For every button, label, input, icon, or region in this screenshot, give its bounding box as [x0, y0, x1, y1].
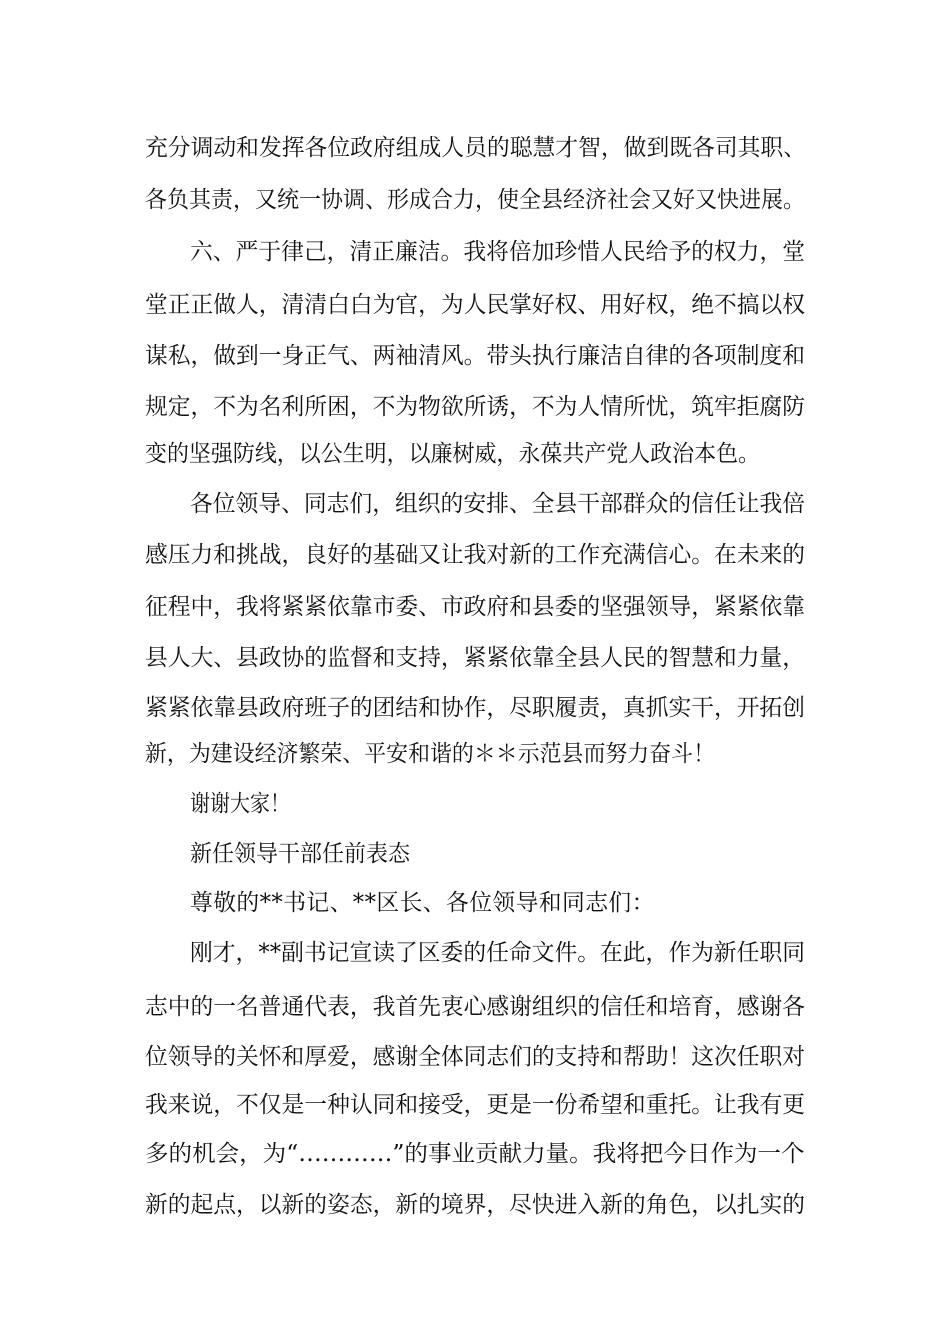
text-line-4: 堂正正做人，清清白白为官，为人民掌好权、用好权，绝不搞以权: [145, 292, 805, 318]
text-line-19: 位领导的关怀和厚爱，感谢全体同志们的支持和帮助！这次任职对: [145, 1044, 805, 1070]
salutation-line: 尊敬的**书记、**区长、各位领导和同志们：: [190, 890, 655, 916]
text-line-7: 变的坚强防线，以公生明，以廉树威，永葆共产党人政治本色。: [145, 441, 760, 467]
text-line-1: 充分调动和发挥各位政府组成人员的聪慧才智，做到既各司其职、: [145, 135, 806, 161]
text-line-5: 谋私，做到一身正气、两袖清风。带头执行廉洁自律的各项制度和: [145, 343, 805, 369]
text-line-2: 各负其责，又统一协调、形成合力，使全县经济社会又好又快进展。: [145, 187, 805, 213]
text-line-10: 征程中，我将紧紧依靠市委、市政府和县委的坚强领导，紧紧依靠: [145, 594, 805, 620]
text-line-11: 县人大、县政协的监督和支持，紧紧依靠全县人民的智慧和力量，: [145, 645, 805, 671]
text-line-12: 紧紧依靠县政府班子的团结和协作，尽职履责，真抓实干，开拓创: [145, 695, 805, 721]
text-line-21: 多的机会，为“…………”的事业贡献力量。我将把今日作为一个: [145, 1141, 805, 1167]
text-line-9: 感压力和挑战，良好的基础又让我对新的工作充满信心。在未来的: [145, 542, 805, 568]
text-line-14: 谢谢大家！: [190, 791, 290, 817]
text-line-17: 刚才，**副书记宣读了区委的任命文件。在此，作为新任职同: [190, 940, 805, 966]
text-line-20: 我来说，不仅是一种认同和接受，更是一份希望和重托。让我有更: [145, 1092, 805, 1118]
text-line-6: 规定，不为名利所困，不为物欲所诱，不为人情所忧，筑牢拒腐防: [145, 394, 805, 420]
text-line-13: 新，为建设经济繁荣、平安和谐的＊＊示范县而努力奋斗！: [145, 741, 715, 767]
document-subtitle: 新任领导干部任前表态: [190, 841, 410, 867]
text-line-8: 各位领导、同志们，组织的安排、全县干部群众的信任让我倍: [190, 491, 805, 517]
text-line-18: 志中的一名普通代表，我首先衷心感谢组织的信任和培育，感谢各: [145, 994, 805, 1020]
text-line-3: 六、严于律己，清正廉洁。我将倍加珍惜人民给予的权力，堂: [190, 239, 805, 265]
text-line-22: 新的起点，以新的姿态，新的境界，尽快进入新的角色，以扎实的: [145, 1192, 805, 1218]
